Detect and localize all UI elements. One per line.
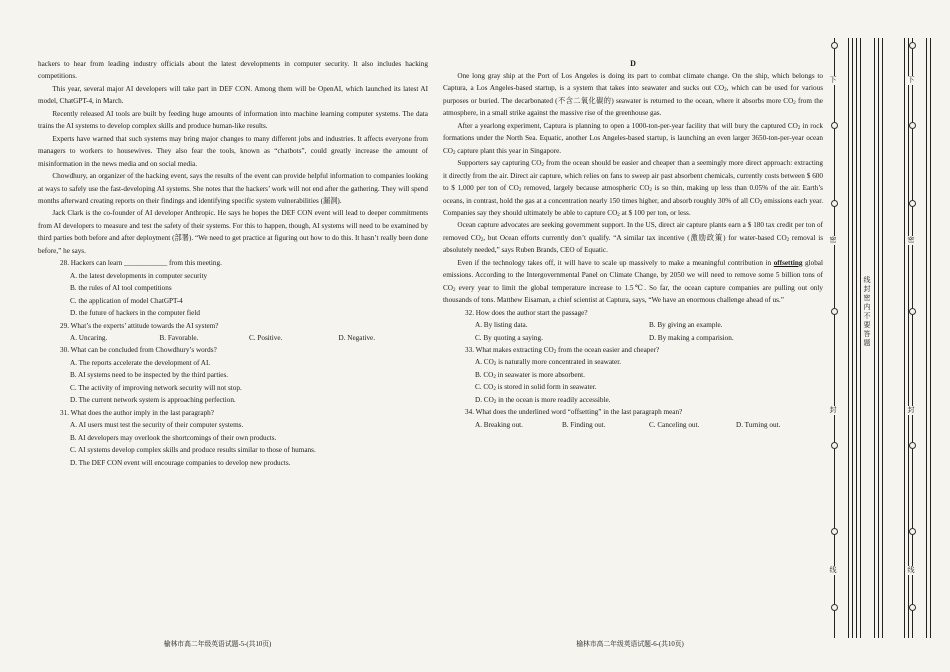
options-row xyxy=(475,419,823,431)
option: D. Turning out. xyxy=(736,420,781,429)
binding-line xyxy=(852,38,853,638)
option: C. By quoting a saying. xyxy=(475,333,543,342)
option: D. $CO_2$ in the ocean is more readily accessible. xyxy=(475,395,611,405)
option: C. The activity of improving network security will not stop. xyxy=(70,383,242,392)
binding-label: 封 xyxy=(907,406,915,415)
option: D. the future of hackers in the computer field xyxy=(70,309,200,318)
binding-hole xyxy=(831,442,838,449)
binding-line xyxy=(908,38,909,638)
binding-label: 密 xyxy=(829,236,837,245)
passage-paragraph: Jack Clark is the co-founder of AI developer Anthropic. He says he hopes the DEF CON event will lead to deeper commitments from AI developers to measure and test the safety of their systems. For this to happen, though, AI systems will need to be examined by third parties both before and after deployment (部署). “We need to get practice at figuring out how to do this. It hasn’t really been done before,” he says. xyxy=(38,209,428,255)
section-title: D xyxy=(630,59,636,68)
option: A. Breaking out. xyxy=(475,420,523,429)
binding-instruction: 线封密内不要答题 xyxy=(863,276,871,348)
binding-hole xyxy=(909,42,916,49)
binding-hole xyxy=(831,122,838,129)
binding-hole xyxy=(909,122,916,129)
binding-label: 下 xyxy=(829,76,837,85)
binding-hole xyxy=(909,528,916,535)
binding-strip xyxy=(826,0,950,672)
option: B. the rules of AI tool competitions xyxy=(70,284,172,293)
page-footer: 榆林市高二年级英语试题-6-(共10页) xyxy=(576,641,684,648)
option: A. The reports accelerate the development of AI. xyxy=(70,358,211,367)
left-page xyxy=(0,0,435,672)
option: A. $CO_2$ is naturally more concentrated in seawater. xyxy=(475,358,622,368)
passage-paragraph: Supporters say capturing $CO_2$ from the ocean should be easier and cheaper than a seemingly more direct approach: extracting it directly from the air. Direct air capture, which relies on fans to sweep air past absorbent chemicals, currently costs between $ 600 to $ 1,000 per ton of $CO_2$ removed, largely because atmospheric $CO_2$ is so thin, making up less than 0.05% of the air. Earth’s oceans, in contrast, hold the gas at a concentration nearly 150 times higher, and absorb roughly 30% of all $CO_2$ emissions each year. Companies say they should ultimately be able to capture $CO_2$ at $ 100 per ton, or less. xyxy=(443,159,824,218)
passage-paragraph: This year, several major AI developers will take part in DEF CON. Among them will be OpenAI, which launched its latest AI model, ChatGPT-4, in March. xyxy=(38,84,428,106)
binding-hole xyxy=(831,200,838,207)
option: B. AI developers may overlook the shortcomings of their own products. xyxy=(70,433,277,442)
binding-line xyxy=(882,38,883,638)
binding-hole xyxy=(909,442,916,449)
binding-hole xyxy=(831,42,838,49)
option: D. The DEF CON event will encourage companies to develop new products. xyxy=(70,458,291,467)
question-31: 31. What does the author imply in the last paragraph? xyxy=(60,408,214,417)
passage-paragraph: After a yearlong experiment, Captura is planning to open a 1000-ton-per-year facility that will bury the captured $CO_2$ in rock formations under the North Sea. Equatic, another Los Angeles-based startup, is launching an even larger 3650-ton-per-year ocean $CO_2$ capture plant this year in Singapore. xyxy=(443,121,823,156)
question-32: 32. How does the author start the passage? xyxy=(465,308,588,317)
binding-label: 封 xyxy=(829,406,837,415)
options-row xyxy=(475,319,823,331)
binding-line xyxy=(878,38,879,638)
passage-paragraph: One long gray ship at the Port of Los Angeles is doing its part to combat climate change. On the ship, which belongs to Captura, a Los Angeles-based startup, is a system that takes into seawater and sucks out $CO_2$, which can be used for various purposes or buried. The decarbonated (不含二氧化碳的) seawater is returned to the ocean, where it absorbs more $CO_2$ from the atmosphere, in a small strike against the massive rise of the greenhouse gas. xyxy=(443,72,823,118)
passage-paragraph: Chowdhury, an organizer of the hacking event, says the results of the event can provide helpful information to companies looking at ways to safely use the fast-developing AI systems. She notes that the hackers’ work will not end after the gathering. They will spend months afterward creating reports on their findings and identifying specific system vulnerabilities (漏洞). xyxy=(38,172,428,205)
binding-line xyxy=(860,38,861,638)
option: A. AI users must test the security of their computer systems. xyxy=(70,421,244,430)
option: D. By making a comparision. xyxy=(649,333,734,342)
binding-hole xyxy=(909,200,916,207)
binding-hole xyxy=(831,308,838,315)
binding-hole xyxy=(909,308,916,315)
passage-paragraph: Recently released AI tools are built by feeding huge amounts of information into machine learning computer systems. The data trains the AI systems to develop complex skills and produce human-like results. xyxy=(38,109,428,131)
binding-line xyxy=(848,38,849,638)
option: B. $CO_2$ in seawater is more absorbent. xyxy=(475,370,585,380)
passage-paragraph: Ocean capture advocates are seeking government support. In the US, direct air capture plants earn a $ 180 tax credit per ton of removed $CO_2$, but Ocean efforts currently don’t qualify. “A similar tax incentive (激励政策) for water-based $CO_2$ removal is absolutely needed,” says Ruben Brands, CEO of Equatic. xyxy=(443,221,823,255)
binding-line xyxy=(904,38,905,638)
binding-label: 线 xyxy=(829,566,837,575)
binding-line xyxy=(926,38,927,638)
binding-line xyxy=(856,38,857,638)
option: A. By listing data. xyxy=(475,321,528,330)
options-row xyxy=(475,332,823,344)
question-28: 28. Hackers can learn ____________ from this meeting. xyxy=(60,259,222,268)
binding-line xyxy=(930,38,931,638)
binding-label: 下 xyxy=(907,76,915,85)
options-row xyxy=(70,332,428,344)
underlined-word: offsetting xyxy=(773,258,803,267)
passage-paragraph: Even if the technology takes off, it will have to scale up massively to make a meaningful contribution in offsetting global emissions. According to the Intergovernmental Panel on Climate Change, by 2050 we will need to remove some 5 billion tons of $CO_2$ every year to limit the global temperature increase to 1.5℃. So far, the ocean capture companies are pulling out only thousands of tons. Matthew Eisaman, a chief scientist at Captura, says, “We have an enormous challenge ahead of us.” xyxy=(443,258,823,305)
option: D. The current network system is approaching perfection. xyxy=(70,396,236,405)
question-29: 29. What’s the experts’ attitude towards the AI system? xyxy=(60,321,219,330)
right-page xyxy=(435,0,825,672)
page-footer: 榆林市高二年级英语试题-5-(共10页) xyxy=(163,641,272,648)
option: C. Positive. xyxy=(249,333,283,342)
option: A. Uncaring. xyxy=(70,333,108,342)
left-column xyxy=(38,58,428,469)
option: A. the latest developments in computer security xyxy=(70,271,208,280)
option: B. Favorable. xyxy=(159,333,199,342)
binding-hole xyxy=(831,528,838,535)
passage-paragraph: hackers to hear from leading industry officials about the latest developments in computer security. It also includes hacking competitions. xyxy=(38,60,428,81)
option: C. the application of model ChatGPT-4 xyxy=(70,296,183,305)
option: C. AI systems develop complex skills and produce results similar to those of humans. xyxy=(70,446,316,455)
binding-label: 线 xyxy=(907,566,915,575)
option: C. $CO_2$ is stored in solid form in seawater. xyxy=(475,383,597,393)
passage-paragraph: Experts have warned that such systems may bring major changes to many different jobs and industries. It affects everyone from managers to workers to housewives. They also fear the tools, known as “chatbots”, could greatly increase the amount of misinformation in the news media and on social media. xyxy=(38,134,428,168)
right-column xyxy=(443,58,823,431)
binding-line xyxy=(874,38,875,638)
question-30: 30. What can be concluded from Chowdhury’s words? xyxy=(60,346,217,355)
binding-hole xyxy=(831,604,838,611)
binding-label: 密 xyxy=(907,236,915,245)
option: B. Finding out. xyxy=(562,420,606,429)
question-33: 33. What makes extracting $CO_2$ from the ocean easier and cheaper? xyxy=(465,345,660,355)
option: B. By giving an example. xyxy=(649,321,723,330)
option: C. Canceling out. xyxy=(649,420,700,429)
option: B. AI systems need to be inspected by the third parties. xyxy=(70,371,229,380)
option: D. Negative. xyxy=(338,333,376,342)
question-34: 34. What does the underlined word “offsetting” in the last paragraph mean? xyxy=(465,408,683,417)
binding-hole xyxy=(909,604,916,611)
